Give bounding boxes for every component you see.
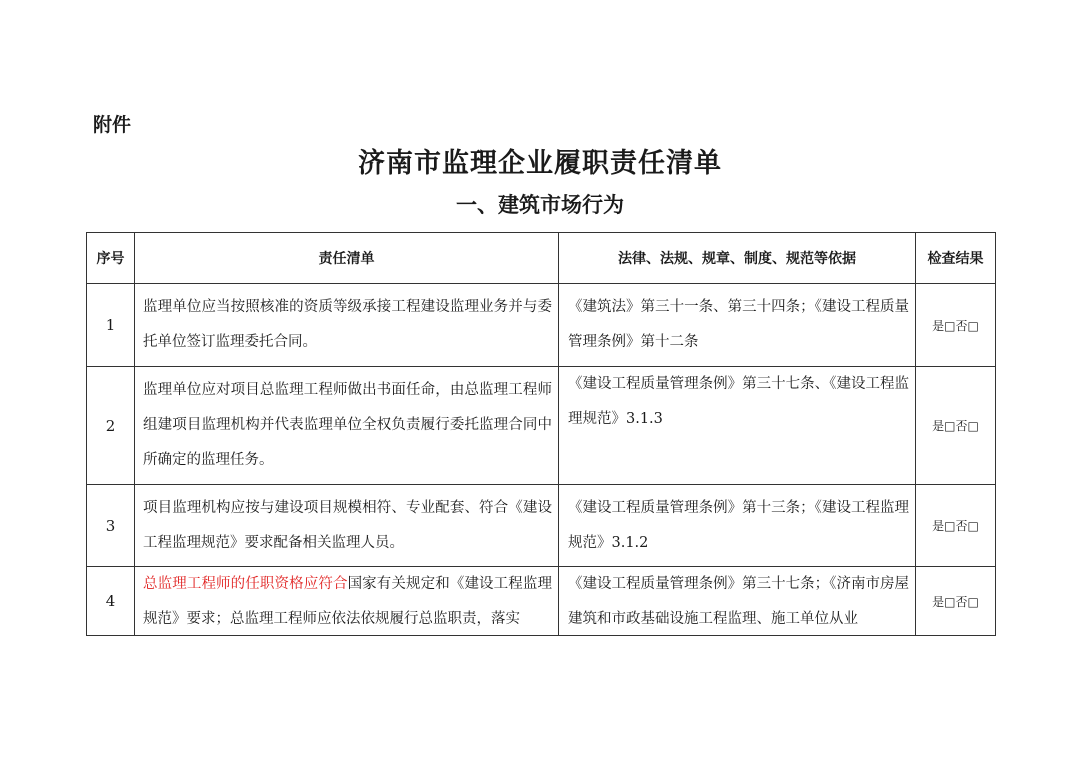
section-title: 一、建筑市场行为: [456, 193, 624, 217]
column-header-duty: 责任清单: [135, 233, 559, 284]
column-header-number: 序号: [87, 233, 135, 284]
highlighted-requirement-text: 总监理工程师的任职资格应符合: [143, 576, 348, 592]
check-result-cell[interactable]: 是□否□: [916, 485, 996, 567]
row-number: 1: [87, 284, 135, 367]
check-result-cell[interactable]: 是□否□: [916, 367, 996, 485]
row-number: 4: [87, 567, 135, 636]
column-header-result: 检查结果: [916, 233, 996, 284]
attachment-label: 附件: [93, 114, 132, 136]
basis-cell: 《建设工程质量管理条例》第三十七条、《建设工程监理规范》3.1.3: [559, 367, 916, 485]
basis-cell: 《建设工程质量管理条例》第十三条；《建设工程监理规范》3.1.2: [559, 485, 916, 567]
basis-cell: [559, 567, 916, 636]
row-number: 2: [87, 367, 135, 485]
check-result-cell[interactable]: 是□否□: [916, 284, 996, 367]
row-number: 3: [87, 485, 135, 567]
duty-cell: 项目监理机构应按与建设项目规模相符、专业配套、符合《建设工程监理规范》要求配备相关监理人员。: [135, 485, 559, 567]
responsibility-table: [86, 232, 996, 636]
duty-cell: 监理单位应对项目总监理工程师做出书面任命，由总监理工程师组建项目监理机构并代表监理单位全权负责履行委托监理合同中所确定的监理任务。: [135, 367, 559, 485]
duty-cell: [135, 567, 559, 636]
table-row: [87, 367, 996, 485]
basis-text: 《建设工程质量管理条例》第三十七条；《济南市房屋建筑和市政基础设施工程监理、施工单位从业: [568, 576, 909, 627]
table-row: [87, 567, 996, 636]
column-header-basis: 法律、法规、规章、制度、规范等依据: [559, 233, 916, 284]
table-row: [87, 485, 996, 567]
basis-cell: 《建筑法》第三十一条、第三十四条；《建设工程质量管理条例》第十二条: [559, 284, 916, 367]
table-header-row: [87, 233, 996, 284]
document-title: 济南市监理企业履职责任清单: [358, 148, 722, 179]
duty-text: 国家有关规定和《建设工程监理规范》要求；总监理工程师应依法依规履行总监职责，落实: [143, 576, 552, 627]
duty-cell: 监理单位应当按照核准的资质等级承接工程建设监理业务并与委托单位签订监理委托合同。: [135, 284, 559, 367]
check-result-cell[interactable]: 是□否□: [916, 567, 996, 636]
table-row: [87, 284, 996, 367]
